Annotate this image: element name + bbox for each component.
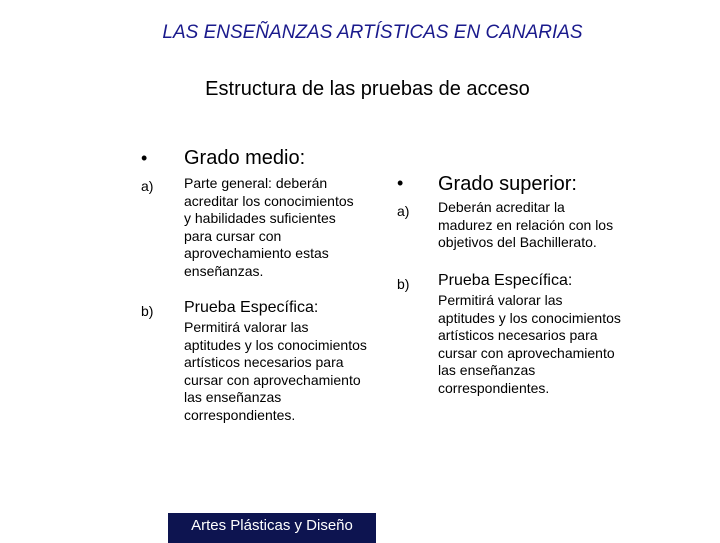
- left-item-a-marker: a): [141, 178, 154, 194]
- left-bullet: •: [141, 148, 148, 168]
- right-item-b-text: Permitirá valorar las aptitudes y los conocimientos artísticos necesarios para cursar con aprovechamiento las enseñanzas correspondientes.: [438, 292, 621, 396]
- right-item-b-marker: b): [397, 276, 410, 292]
- right-heading: Grado superior:: [438, 173, 577, 195]
- right-item-a-text: Deberán acreditar la madurez en relación con los objetivos del Bachillerato.: [438, 199, 614, 250]
- left-item-b-text: Permitirá valorar las aptitudes y los conocimientos artísticos necesarios para cursar con aprovechamiento las enseñanzas correspondientes.: [184, 319, 367, 423]
- right-item-a-marker: a): [397, 203, 410, 219]
- right-bullet: •: [397, 173, 404, 193]
- slide-title: LAS ENSEÑANZAS ARTÍSTICAS EN CANARIAS: [162, 22, 583, 43]
- left-heading: Grado medio:: [184, 147, 306, 169]
- right-item-b-label: Prueba Específica:: [438, 272, 573, 289]
- left-item-b-marker: b): [141, 303, 154, 319]
- left-item-a-text: Parte general: deberán acreditar los conocimientos y habilidades suficientes para cursar con aprovechamiento estas enseñanzas.: [184, 175, 354, 279]
- left-item-b-label: Prueba Específica:: [184, 299, 319, 316]
- category-badge: Artes Plásticas y Diseño: [168, 513, 376, 543]
- slide-subtitle: Estructura de las pruebas de acceso: [205, 78, 530, 100]
